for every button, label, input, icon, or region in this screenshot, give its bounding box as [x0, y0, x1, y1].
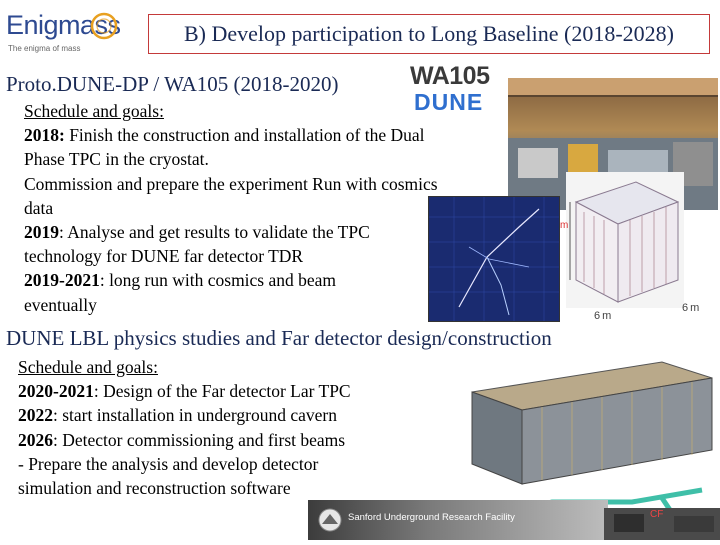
section2-heading: DUNE LBL physics studies and Far detector design/construction — [6, 326, 552, 350]
schedule-year: 2026 — [18, 429, 53, 450]
cavern-thumbnail — [604, 504, 720, 540]
logo-tagline: The enigma of mass — [8, 44, 81, 53]
schedule-text: technology for DUNE far detector TDR — [24, 246, 304, 267]
schedule-text: - Prepare the analysis and develop detector — [18, 453, 319, 474]
schedule-text: Finish the construction and installation of the Dual — [64, 125, 425, 146]
schedule-text: data — [24, 197, 54, 218]
schedule-year: 2022 — [18, 405, 53, 426]
dimension-label-depth: 6m — [682, 302, 702, 314]
schedule-year: 2020-2021 — [18, 381, 94, 402]
schedule-label: Schedule and goals: — [24, 101, 164, 121]
svg-text:DUNE: DUNE — [414, 90, 484, 114]
sanford-logo-icon — [316, 506, 344, 534]
wa105-text: WA105 — [410, 62, 490, 90]
section1-heading: Proto.DUNE-DP / WA105 (2018-2020) — [6, 72, 339, 96]
schedule-line — [18, 379, 458, 403]
slide-title: B) Develop participation to Long Baseline (2018-2028) — [148, 14, 710, 54]
schedule-text: : Detector commissioning and first beams — [53, 429, 346, 450]
schedule-line — [24, 147, 504, 171]
cavern-label: CF — [650, 509, 664, 520]
schedule-text: eventually — [24, 294, 97, 315]
schedule-year: 2018: — [24, 125, 65, 146]
schedule-text: : long run with cosmics and beam — [99, 270, 337, 291]
schedule-text: Commission and prepare the experiment Run with cosmics — [24, 173, 438, 194]
sanford-label: Sanford Underground Research Facility — [348, 512, 515, 523]
schedule-line — [24, 123, 504, 147]
schedule-year: 2019-2021 — [24, 270, 100, 291]
schedule-text: : start installation in underground cavern — [53, 405, 337, 426]
logo-name: Enigmass — [6, 10, 121, 40]
schedule-text: : Design of the Far detector Lar TPC — [93, 381, 351, 402]
schedule-year: 2019 — [24, 222, 59, 243]
schedule-line — [18, 403, 458, 427]
schedule-line — [18, 476, 458, 500]
schedule-text: : Analyse and get results to validate the TPC — [59, 222, 370, 243]
schedule-text: Phase TPC in the cryostat. — [24, 149, 209, 170]
sanford-banner — [308, 500, 608, 540]
logo-ring-icon — [84, 8, 124, 48]
dimension-label-width: 6m — [594, 310, 614, 322]
schedule-line — [18, 428, 458, 452]
schedule-label: Schedule and goals: — [18, 357, 158, 377]
event-display-image — [428, 196, 560, 322]
schedule-text: simulation and reconstruction software — [18, 478, 291, 499]
schedule-line — [24, 172, 504, 196]
cryostat-diagram — [566, 172, 684, 308]
enigmass-logo — [6, 8, 146, 56]
section2-body — [18, 355, 458, 500]
schedule-line — [18, 452, 458, 476]
dimension-label-height: m — [560, 220, 569, 231]
